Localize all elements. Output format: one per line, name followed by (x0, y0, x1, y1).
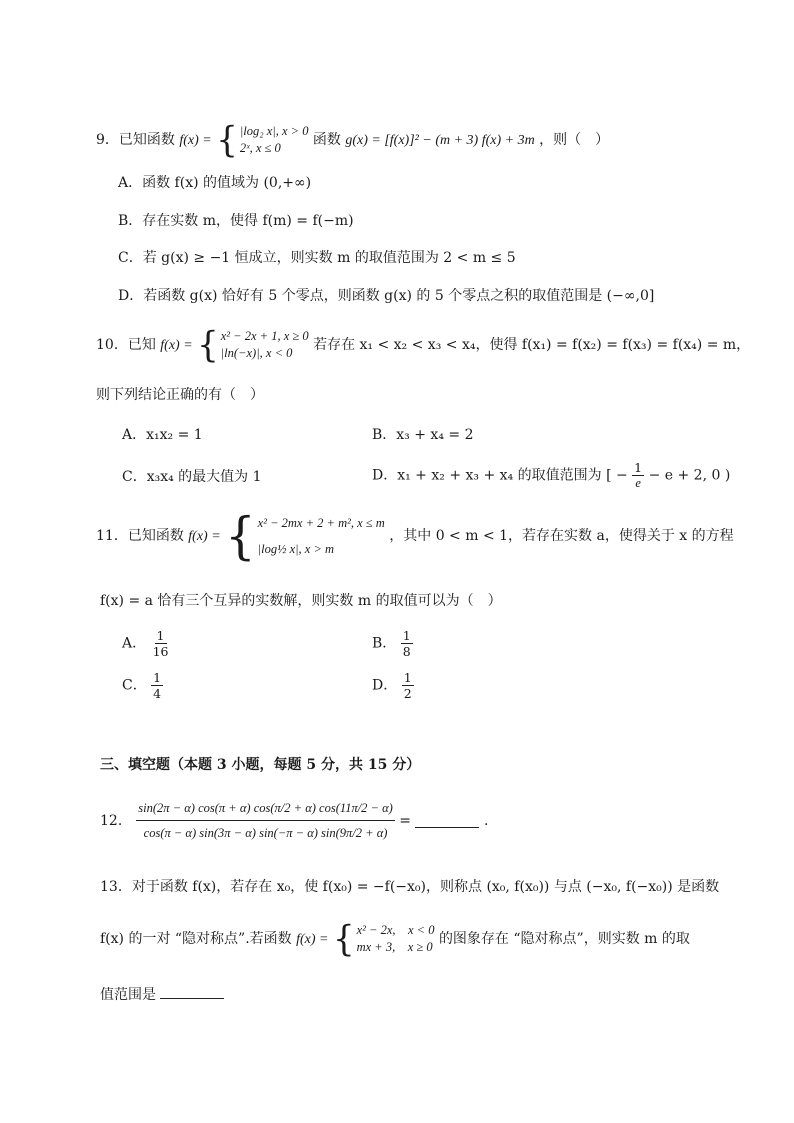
q11-option-d-fraction: $\frac{1}{2}$ (403, 670, 412, 701)
q11-case-1: x² − 2mx + 2 + m², x ≤ m (257, 516, 385, 530)
q9-case-1: |log₂ x|, x > 0 (239, 124, 309, 138)
q11-fx: f(x) = (188, 529, 221, 544)
q9-stem-prefix: 9．已知函数 (96, 132, 175, 148)
q11-stem-line2: f(x) = a 恰有三个互异的实数解，则实数 m 的取值可以为（ ） (100, 593, 502, 609)
q11-stem-mid: ，其中 0 < m < 1，若存在实数 a，使得关于 x 的方程 (389, 528, 734, 544)
q13-line-2 (100, 918, 690, 960)
q10-case-2: |ln(−x)|, x < 0 (220, 346, 293, 360)
q13-answer-blank[interactable] (160, 984, 224, 999)
q10-option-d-bracket: [ − (606, 467, 628, 484)
q12-answer-blank[interactable] (415, 813, 479, 828)
q9-gx: g(x) = [f(x)]² − (m + 3) f(x) + 3m (345, 133, 535, 148)
q12-period: . (483, 812, 489, 829)
q10-stem-line2: 则下列结论正确的有（ ） (96, 387, 264, 403)
q9-option-b: B．存在实数 m，使得 f(m) = f(−m) (118, 213, 354, 229)
q12-fraction (136, 796, 395, 845)
q11-option-c: C． $\frac{1}{4}$ (122, 670, 162, 701)
q9-case-2: 2ˣ, x ≤ 0 (239, 141, 281, 155)
q11-option-a: A． $\frac{1}{16}$ (122, 628, 169, 659)
q9-stem (96, 119, 610, 161)
q10-option-d (372, 460, 730, 491)
q10-case-1: x² − 2x + 1, x ≥ 0 (220, 329, 309, 343)
q11-piecewise: { x² − 2mx + 2 + m², x ≤ m |log½ x|, x > m (225, 506, 385, 566)
q13-line-1: 13．对于函数 f(x)，若存在 x₀，使 f(x₀) = −f(−x₀)，则称点 (x₀, f(x₀)) 与点 (−x₀, f(−x₀)) 是函数 (100, 879, 720, 895)
q13-case-2: mx + 3, x ≥ 0 (356, 940, 433, 954)
q11-option-b-fraction: $\frac{1}{8}$ (402, 628, 411, 659)
q12-numerator: sin(2π − α) cos(π + α) cos(π/2 + α) cos(11π/2 − α) (136, 796, 395, 821)
q11-option-d: D． $\frac{1}{2}$ (372, 670, 412, 701)
q9-stem-suffix: ，则（ ） (539, 132, 610, 148)
q10-option-b: B．x₃ + x₄ = 2 (372, 427, 474, 443)
q11-case-2: |log½ x|, x > m (257, 542, 335, 556)
q13-piecewise: { x² − 2x, x < 0 mx + 3, x ≥ 0 (332, 918, 435, 960)
q9-option-c: C．若 g(x) ≥ −1 恒成立，则实数 m 的取值范围为 2 < m ≤ 5 (118, 250, 516, 266)
q12-stem (100, 796, 488, 845)
q10-option-c: C．x₃x₄ 的最大值为 1 (122, 469, 262, 485)
q10-option-d-text: D．x₁ + x₂ + x₃ + x₄ 的取值范围为 (372, 467, 602, 484)
q11-stem (96, 506, 734, 566)
q12-equals: = (399, 812, 412, 829)
q10-option-a: A．x₁x₂ = 1 (122, 427, 203, 443)
q10-stem-mid: 若存在 x₁ < x₂ < x₃ < x₄，使得 f(x₁) = f(x₂) = f(x₃) = f(x₄) = m， (313, 337, 751, 353)
q11-option-a-fraction: $\frac{1}{16}$ (152, 628, 169, 659)
q13-line-2-suffix: 的图象存在 “隐对称点”，则实数 m 的取 (438, 931, 690, 947)
q13-line-3 (100, 984, 224, 1004)
q9-fx: f(x) = (179, 133, 212, 148)
q13-case-1: x² − 2x, x < 0 (356, 923, 435, 937)
q11-option-c-fraction: $\frac{1}{4}$ (153, 670, 162, 701)
q10-piecewise: { x² − 2x + 1, x ≥ 0 |ln(−x)|, x < 0 (197, 324, 309, 366)
q13-fx: f(x) = (296, 932, 329, 947)
q11-option-b: B． $\frac{1}{8}$ (372, 628, 411, 659)
q10-fx: f(x) = (160, 338, 193, 353)
q12-denominator: cos(π − α) sin(3π − α) sin(−π − α) sin(9π/2 + α) (143, 826, 388, 840)
q10-stem (96, 324, 751, 366)
section-3-heading: 三、填空题（本题 3 小题，每题 5 分，共 15 分） (100, 757, 421, 773)
q9-option-a: A．函数 f(x) 的值域为 (0,+∞) (118, 175, 312, 191)
q9-option-d: D．若函数 g(x) 恰好有 5 个零点，则函数 g(x) 的 5 个零点之积的取值范围是 (−∞,0] (118, 288, 655, 304)
q9-stem-mid: 函数 (312, 132, 341, 148)
q13-line-3-text: 值范围是 (100, 987, 156, 1003)
q10-option-d-tail: − e + 2, 0 ) (648, 467, 731, 484)
q10-option-d-fraction: $\frac{1}{e}$ (634, 460, 643, 490)
q13-line-2-prefix: f(x) 的一对 “隐对称点”.若函数 (100, 931, 292, 947)
q10-stem-prefix: 10．已知 (96, 337, 156, 353)
q9-piecewise: { |log₂ x|, x > 0 2ˣ, x ≤ 0 (216, 119, 309, 161)
q11-stem-prefix: 11．已知函数 (96, 528, 184, 544)
q12-label: 12． (100, 812, 132, 829)
